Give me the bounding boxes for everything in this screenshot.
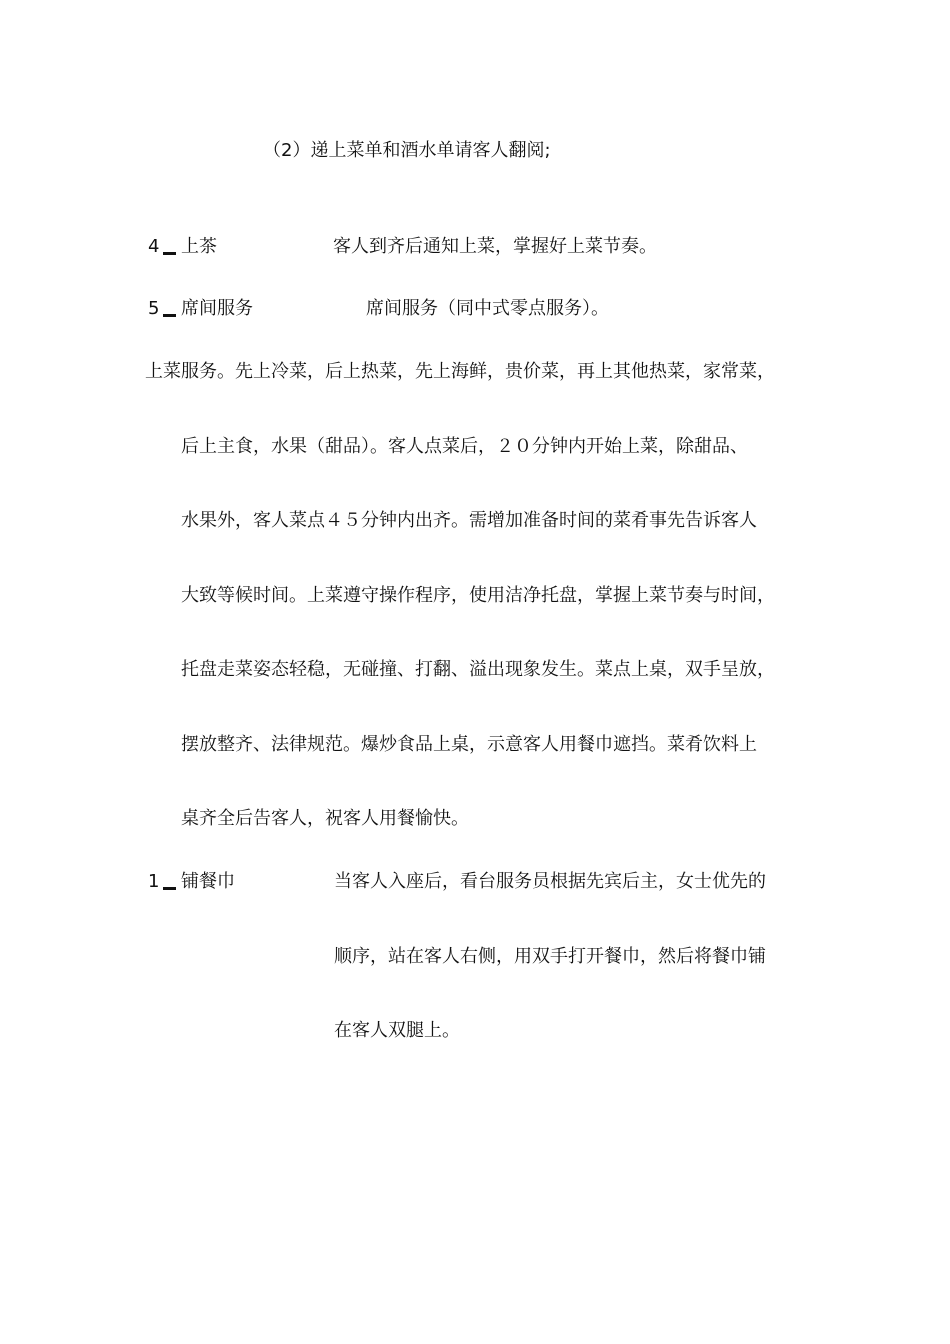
item-number: 4: [148, 236, 160, 257]
paragraph-line: 水果外，客人菜点４５分钟内出齐。需增加准备时间的菜肴事先告诉客人: [181, 510, 757, 531]
underline-mark: [163, 887, 176, 890]
paragraph-line: 摆放整齐、法律规范。爆炒食品上桌，示意客人用餐巾遮挡。菜肴饮料上: [181, 734, 757, 755]
item-number: 1: [148, 871, 160, 892]
underline-mark: [163, 252, 176, 255]
item-description-line: 在客人双腿上。: [334, 1020, 460, 1041]
paragraph-line: 上菜服务。先上冷菜，后上热菜，先上海鲜，贵价菜，再上其他热菜，家常菜，: [145, 361, 775, 382]
item-description: 客人到齐后通知上菜，掌握好上菜节奏。: [333, 236, 657, 257]
item-label: 席间服务: [181, 298, 253, 319]
item-number: 5: [148, 298, 160, 319]
item-description: 席间服务（同中式零点服务）。: [366, 298, 609, 319]
paragraph-line: 桌齐全后告客人，祝客人用餐愉快。: [181, 808, 469, 829]
item-description-line: 当客人入座后，看台服务员根据先宾后主，女士优先的: [334, 871, 766, 892]
intro-line: （2）递上菜单和酒水单请客人翻阅;: [263, 140, 551, 161]
item-label: 上茶: [181, 236, 217, 257]
paragraph-line: 大致等候时间。上菜遵守操作程序，使用洁净托盘，掌握上菜节奏与时间，: [181, 585, 775, 606]
item-description-line: 顺序，站在客人右侧，用双手打开餐巾，然后将餐巾铺: [334, 946, 766, 967]
item-label: 铺餐巾: [181, 871, 235, 892]
paragraph-line: 托盘走菜姿态轻稳，无碰撞、打翻、溢出现象发生。菜点上桌，双手呈放，: [181, 659, 775, 680]
underline-mark: [163, 314, 176, 317]
paragraph-line: 后上主食，水果（甜品）。客人点菜后，２０分钟内开始上菜，除甜品、: [181, 436, 748, 457]
